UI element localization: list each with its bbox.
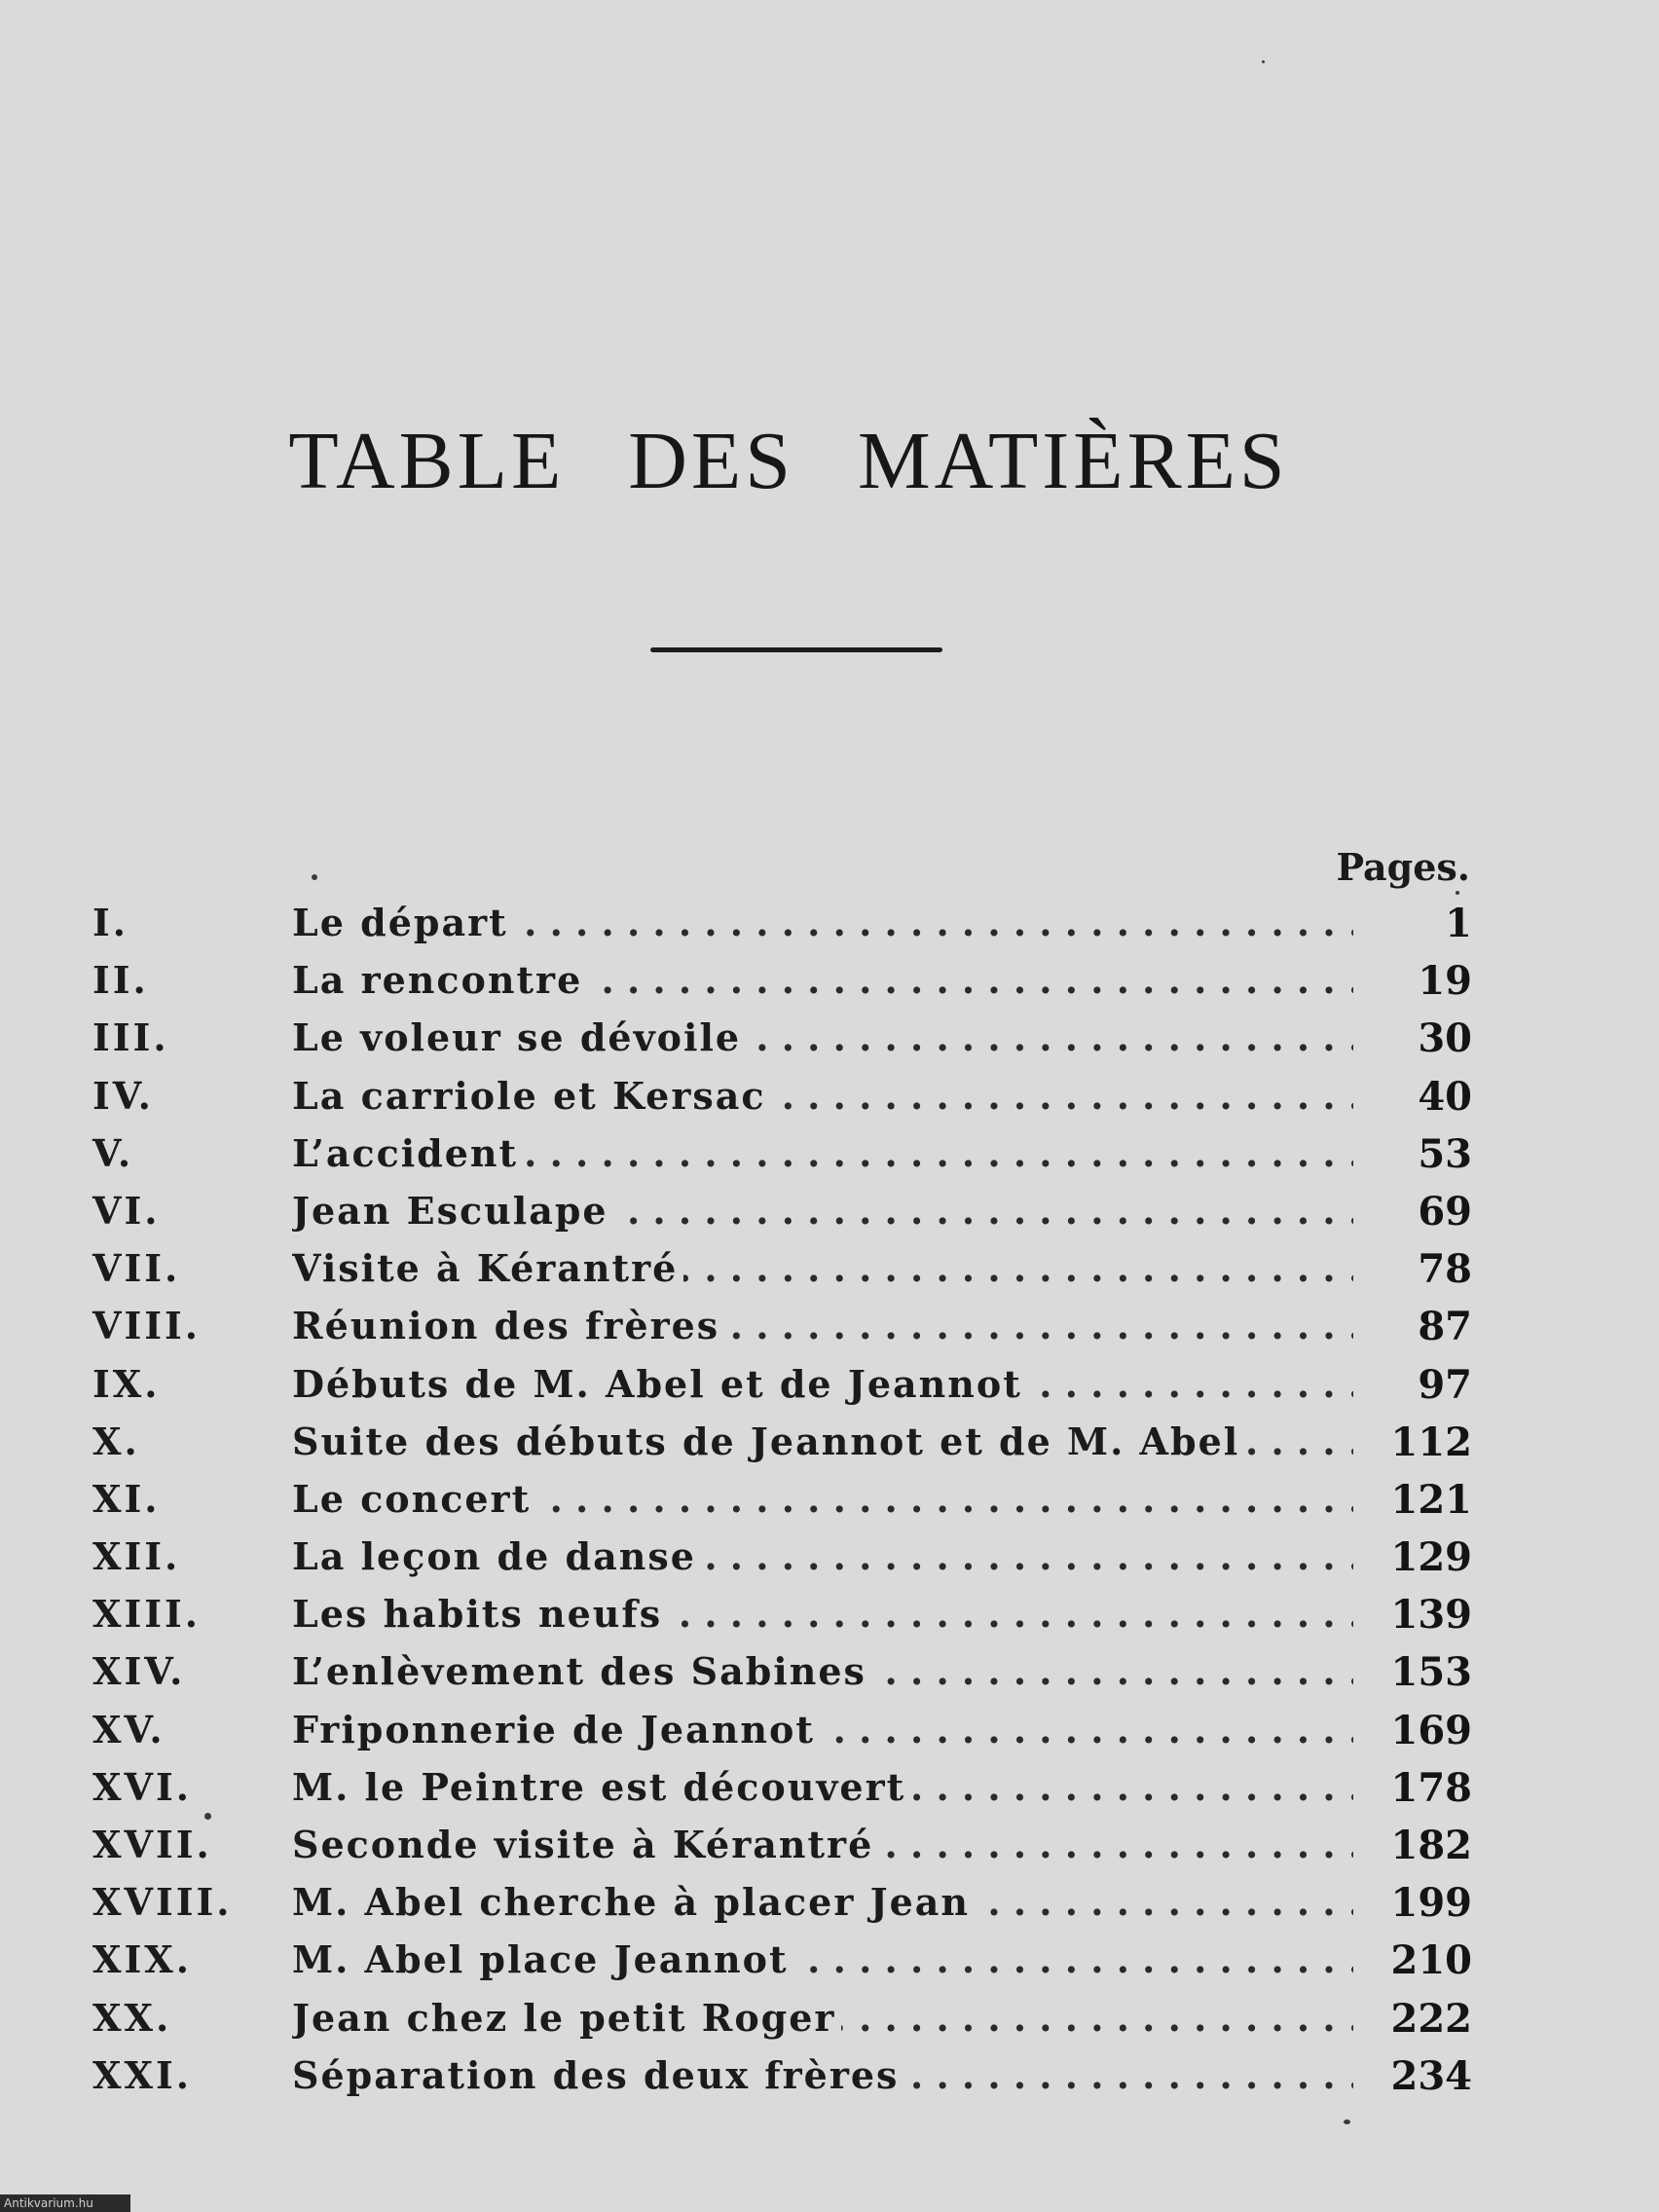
chapter-title-leader <box>292 2053 1353 2108</box>
chapter-title: La rencontre <box>292 958 588 1002</box>
toc-row <box>0 1362 1659 1419</box>
chapter-numeral: XVII. <box>92 1823 212 1866</box>
toc-row <box>0 1477 1659 1534</box>
chapter-numeral: III. <box>92 1015 169 1060</box>
toc-row <box>0 1996 1659 2053</box>
chapter-title-leader <box>292 1996 1353 2050</box>
chapter-page: 139 <box>1390 1592 1472 1639</box>
chapter-title: M. Abel cherche à placer Jean <box>292 1880 976 1924</box>
chapter-title-leader <box>292 1304 1353 1358</box>
chapter-numeral: XVIII. <box>92 1880 233 1925</box>
chapter-title-leader <box>292 1015 1353 1070</box>
ink-speck <box>1344 2120 1350 2124</box>
chapter-title-leader <box>292 901 1353 955</box>
chapter-title-leader <box>292 1708 1353 1762</box>
chapter-page: 234 <box>1390 2052 1472 2099</box>
ink-speck <box>1262 60 1265 63</box>
chapter-title: Jean chez le petit Roger <box>292 1996 841 2040</box>
chapter-title: Suite des débuts de Jeannot et de M. Abel <box>292 1419 1245 1463</box>
chapter-numeral: IV. <box>92 1073 154 1118</box>
chapter-title-leader <box>292 1823 1353 1877</box>
chapter-numeral: XI. <box>92 1476 161 1521</box>
chapter-page: 1 <box>1445 901 1472 946</box>
chapter-numeral: X. <box>92 1419 140 1463</box>
chapter-page: 153 <box>1390 1649 1472 1696</box>
chapter-title: Friponnerie de Jeannot <box>292 1708 821 1751</box>
chapter-title: Séparation des deux frères <box>292 2053 904 2097</box>
toc-row <box>0 1592 1659 1649</box>
chapter-numeral: XV. <box>92 1707 166 1751</box>
chapter-title: M. Abel place Jeannot <box>292 1937 794 1981</box>
chapter-title-leader <box>292 1592 1353 1646</box>
chapter-page: 199 <box>1390 1880 1472 1927</box>
chapter-title: L’accident <box>292 1131 524 1175</box>
toc-row <box>0 1937 1659 1995</box>
chapter-page: 121 <box>1390 1476 1472 1523</box>
chapter-title: L’enlèvement des Sabines <box>292 1649 872 1693</box>
chapter-title-leader <box>292 1189 1353 1243</box>
chapter-numeral: XIV. <box>92 1649 186 1694</box>
toc-row <box>0 1880 1659 1937</box>
chapter-numeral: XX. <box>92 1995 172 2040</box>
chapter-numeral: V. <box>92 1130 134 1175</box>
chapter-title-leader <box>292 1765 1353 1820</box>
table-of-contents <box>0 901 1659 2111</box>
toc-row <box>0 1534 1659 1592</box>
toc-row <box>0 1765 1659 1823</box>
chapter-numeral: IX. <box>92 1361 161 1406</box>
chapter-numeral: VI. <box>92 1188 161 1233</box>
chapter-title: Seconde visite à Kérantré <box>292 1823 879 1866</box>
chapter-title-leader <box>292 1419 1353 1474</box>
chapter-title: La leçon de danse <box>292 1534 702 1578</box>
chapter-page: 19 <box>1418 958 1472 1005</box>
chapter-title-leader <box>292 1246 1353 1301</box>
toc-row <box>0 1649 1659 1707</box>
title-divider <box>650 647 942 652</box>
toc-row <box>0 1419 1659 1477</box>
toc-row <box>0 1246 1659 1304</box>
ink-speck <box>1456 891 1459 895</box>
chapter-numeral: XVI. <box>92 1764 192 1809</box>
chapter-page: 97 <box>1418 1361 1472 1408</box>
chapter-numeral: XXI. <box>92 2052 192 2097</box>
toc-row <box>0 1131 1659 1189</box>
chapter-title-leader <box>292 1074 1353 1128</box>
chapter-title: Débuts de M. Abel et de Jeannot <box>292 1362 1028 1406</box>
chapter-numeral: XII. <box>92 1534 181 1579</box>
chapter-page: 169 <box>1390 1707 1472 1753</box>
toc-row <box>0 1823 1659 1880</box>
chapter-title-leader <box>292 958 1353 1013</box>
chapter-title: La carriole et Kersac <box>292 1074 772 1118</box>
toc-row <box>0 1189 1659 1246</box>
pages-column-header: Pages. <box>1336 845 1470 889</box>
chapter-title-leader <box>292 1362 1353 1417</box>
chapter-page: 78 <box>1418 1246 1472 1293</box>
chapter-title: Le départ <box>292 901 514 944</box>
chapter-title-leader <box>292 1880 1353 1935</box>
toc-row <box>0 2053 1659 2111</box>
toc-row <box>0 1304 1659 1361</box>
chapter-page: 112 <box>1390 1419 1472 1465</box>
chapter-page: 30 <box>1418 1015 1472 1062</box>
toc-row <box>0 1015 1659 1073</box>
chapter-numeral: II. <box>92 958 149 1003</box>
chapter-title: Jean Esculape <box>292 1189 614 1233</box>
toc-row <box>0 901 1659 958</box>
chapter-title-leader <box>292 1937 1353 1992</box>
chapter-numeral: VII. <box>92 1246 181 1291</box>
chapter-title-leader <box>292 1534 1353 1589</box>
ink-speck <box>204 1813 211 1820</box>
page-title: TABLE DES MATIÈRES <box>288 416 1289 506</box>
chapter-numeral: XIII. <box>92 1592 202 1637</box>
chapter-title: Réunion des frères <box>292 1304 725 1347</box>
chapter-page: 129 <box>1390 1534 1472 1581</box>
chapter-numeral: VIII. <box>92 1304 202 1348</box>
chapter-title-leader <box>292 1477 1353 1531</box>
chapter-title: Visite à Kérantré <box>292 1246 683 1290</box>
chapter-page: 69 <box>1418 1188 1472 1235</box>
chapter-title: Le voleur se dévoile <box>292 1015 747 1059</box>
chapter-title-leader <box>292 1649 1353 1704</box>
chapter-numeral: I. <box>92 901 129 944</box>
ink-speck <box>312 874 317 880</box>
chapter-page: 222 <box>1390 1995 1472 2042</box>
chapter-page: 178 <box>1390 1764 1472 1811</box>
chapter-title: Les habits neufs <box>292 1592 668 1636</box>
chapter-page: 87 <box>1418 1304 1472 1350</box>
chapter-page: 182 <box>1390 1823 1472 1868</box>
toc-row <box>0 958 1659 1015</box>
toc-row <box>0 1708 1659 1765</box>
chapter-title: M. le Peintre est découvert <box>292 1765 911 1809</box>
chapter-page: 210 <box>1390 1937 1472 1984</box>
chapter-page: 53 <box>1418 1130 1472 1177</box>
chapter-title: Le concert <box>292 1477 536 1521</box>
chapter-numeral: XIX. <box>92 1937 192 1982</box>
watermark: Antikvarium.hu <box>0 2194 130 2212</box>
chapter-page: 40 <box>1418 1073 1472 1120</box>
chapter-title-leader <box>292 1131 1353 1186</box>
toc-row <box>0 1074 1659 1131</box>
